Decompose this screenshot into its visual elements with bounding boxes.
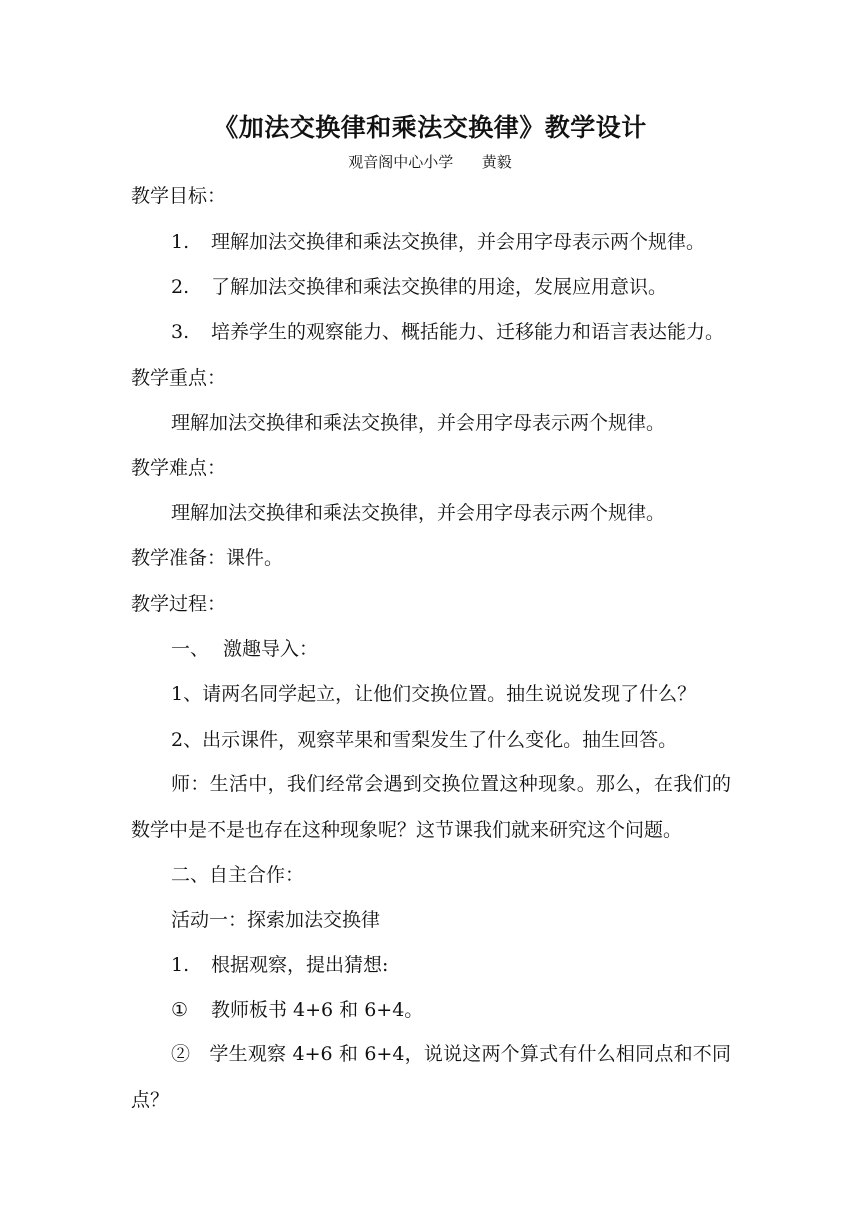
goal-number: 2. — [171, 276, 190, 298]
difficulty-heading: 教学难点： — [131, 457, 227, 479]
circle-text: 教师板书 4+6 和 6+4。 — [211, 999, 424, 1021]
teacher-paragraph: 师：生活中，我们经常会遇到交换位置这种现象。那么，在我们的数学中是不是也存在这种现象呢？这节课我们就来研究这个问题。 — [131, 773, 731, 841]
circle-number: ① — [171, 999, 189, 1021]
section1-heading — [171, 637, 318, 661]
goal-number: 3. — [171, 321, 190, 343]
goals-heading: 教学目标： — [131, 185, 227, 207]
document-title: 《加法交换律和乘法交换律》教学设计 — [213, 113, 647, 142]
author-line: 观音阁中心小学 黄毅 — [348, 153, 512, 171]
process-heading: 教学过程： — [131, 593, 227, 615]
circle-item-1 — [171, 998, 423, 1022]
goal-text: 培养学生的观察能力、概括能力、迁移能力和语言表达能力。 — [211, 321, 725, 343]
preparation-line: 教学准备：课件。 — [131, 547, 284, 569]
goal-text: 了解加法交换律和乘法交换律的用途，发展应用意识。 — [211, 276, 668, 298]
goal-number: 1. — [171, 231, 190, 253]
activity1-heading: 活动一：探索加法交换律 — [171, 909, 381, 931]
goal-item-3 — [171, 320, 724, 344]
step-2: 2、出示课件，观察苹果和雪梨发生了什么变化。抽生回答。 — [171, 729, 678, 751]
key-heading: 教学重点： — [131, 367, 227, 389]
goal-item-1 — [171, 230, 705, 254]
goal-item-2 — [171, 275, 667, 299]
sub-step-number: 1. — [171, 954, 190, 976]
sub-step-text: 根据观察，提出猜想: — [211, 954, 389, 976]
goal-text: 理解加法交换律和乘法交换律，并会用字母表示两个规律。 — [211, 231, 706, 253]
difficulty-text: 理解加法交换律和乘法交换律，并会用字母表示两个规律。 — [171, 502, 666, 524]
section2-heading: 二、自主合作： — [171, 864, 305, 886]
section-number: 一、 — [171, 638, 210, 660]
key-text: 理解加法交换律和乘法交换律，并会用字母表示两个规律。 — [171, 412, 666, 434]
sub-step-1 — [171, 953, 388, 977]
step-1: 1、请两名同学起立，让他们交换位置。抽生说说发现了什么？ — [171, 683, 697, 705]
circle-item-2: ② 学生观察 4+6 和 6+4，说说这两个算式有什么相同点和不同点？ — [131, 1043, 731, 1111]
section-title: 激趣导入： — [223, 638, 319, 660]
